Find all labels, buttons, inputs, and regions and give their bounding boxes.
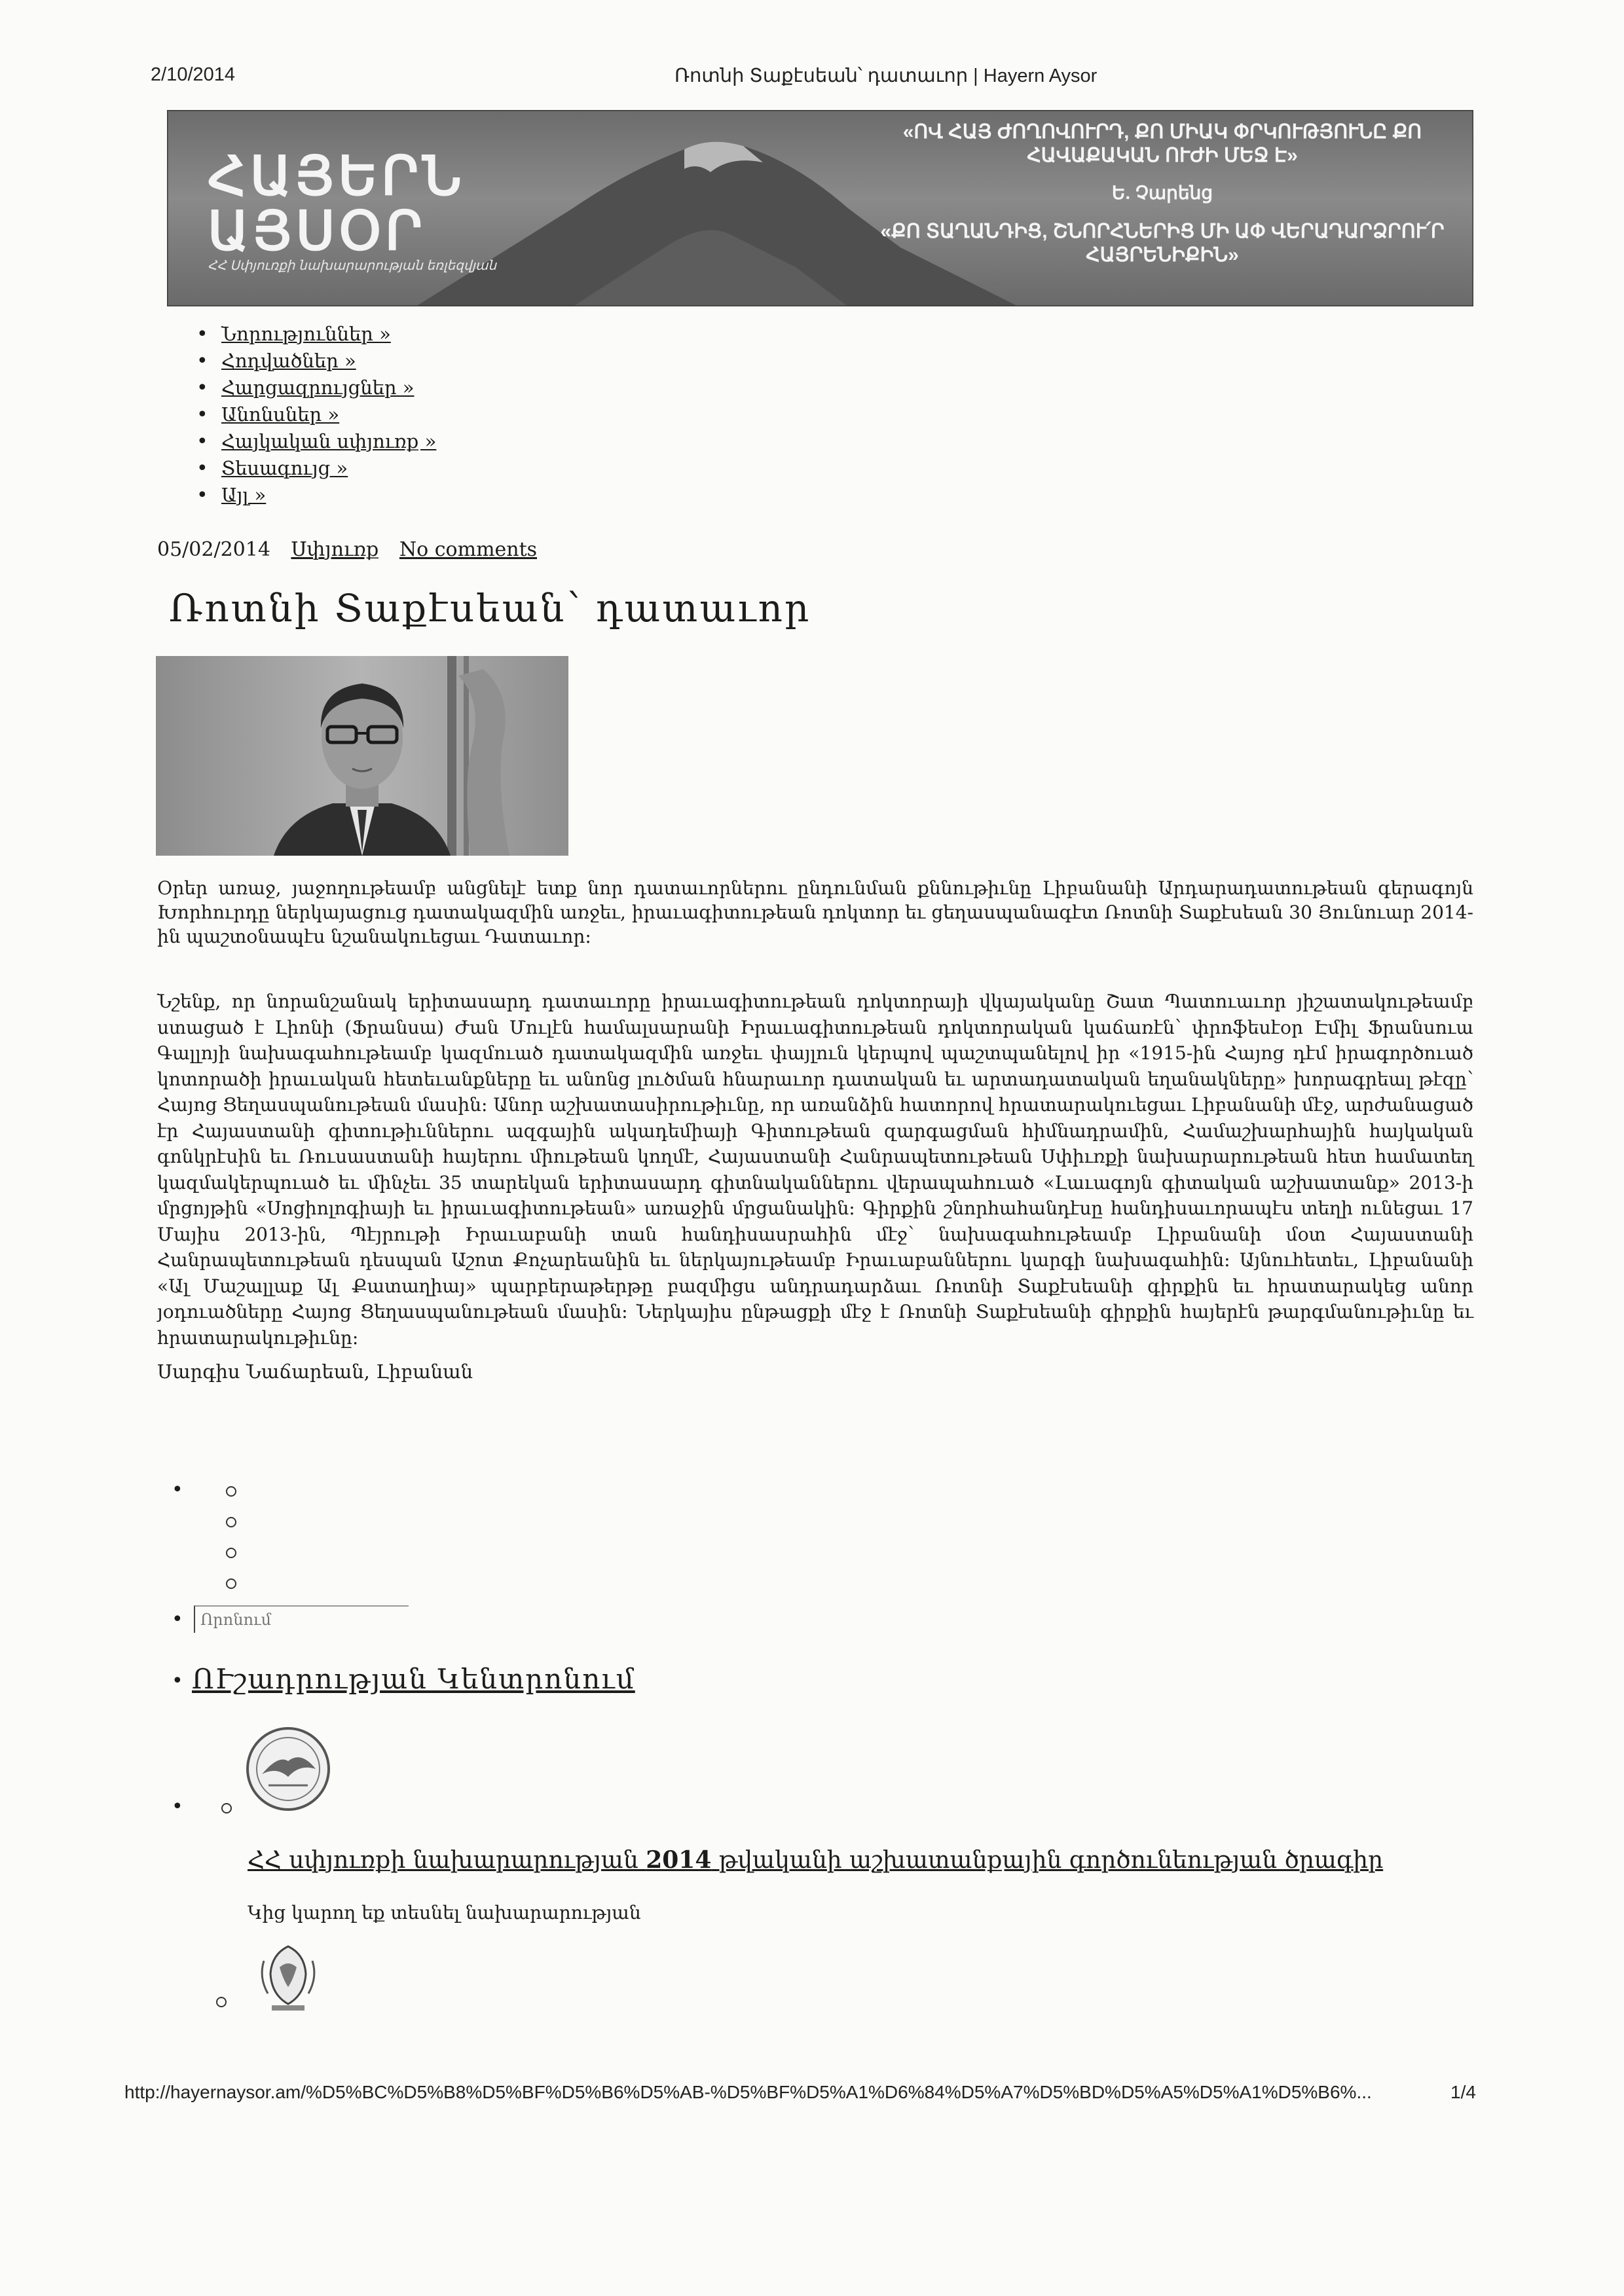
print-date: 2/10/2014	[151, 64, 236, 85]
share-item[interactable]	[226, 1517, 236, 1527]
post-title: Ռոտնի Տաքէսեան՝ դատաւոր	[169, 586, 811, 630]
coat-of-arms-icon[interactable]	[252, 1941, 324, 2013]
nav-item-news[interactable]	[196, 321, 436, 348]
banner-quote-1-author: Ե. Չարենց	[1111, 183, 1213, 203]
nav-item-announcements[interactable]	[196, 401, 436, 428]
featured-section-link[interactable]: ՈՒշադրության Կենտրոնում	[192, 1663, 635, 1695]
list-bullet: •	[172, 1478, 183, 1501]
ministry-link-text: ՀՀ սփյուռքի նախարարության	[248, 1847, 646, 1874]
nav-item-video[interactable]	[196, 455, 436, 482]
article-author: Սարգիս Նաճարեան, Լիբանան	[157, 1360, 473, 1383]
ministry-emblem-icon[interactable]	[242, 1723, 334, 1815]
nav-item-interviews[interactable]	[196, 374, 436, 401]
nav-link[interactable]: Հոդվածներ »	[221, 350, 356, 372]
ministry-link-text-end: թվականի աշխատանքային գործունեության ծրագիր	[711, 1847, 1384, 1874]
article-paragraph-1: Օրեր առաջ, յաջողութեամբ անցնելէ ետք նոր դատաւորներու ընդունման քննութիւնը Լիբանանի Արդարադատութեան գերագոյն Խորհուրդը ներկայացուց դատակազմին առջեւ, իրաւագիտութեան դոկտոր եւ ցեղասպանագէտ Ռոտնի Տաքէսեան 30 Յունուար 2014-ին պաշտօնապէս նշանակուեցաւ Դատաւոր:	[157, 877, 1473, 947]
list-bullet: •	[172, 1608, 183, 1631]
list-circle	[216, 1997, 227, 2007]
logo-line2: ԱՅՍՕՐ	[208, 202, 426, 261]
share-item[interactable]	[226, 1486, 236, 1497]
banner-quote-1: «ՈՎ ՀԱՅ ԺՈՂՈՎՈՒՐԴ, ՔՈ ՄԻԱԿ ՓՐԿՈՒԹՅՈՒՆԸ ՔՈ ՀԱՎԱՔԱԿԱՆ ՈՒԺԻ ՄԵՋ Է»	[902, 121, 1422, 166]
nav-link[interactable]: Նորություններ »	[221, 323, 391, 345]
banner-quote-2: «ՔՈ ՏԱՂԱՆԴԻՑ, ՇՆՈՐՀՆԵՐԻՑ ՄԻ ԱՓ ՎԵՐԱԴԱՐՁՐՈՒ՛Ր ՀԱՅՐԵՆԻՔԻՆ»	[880, 221, 1445, 266]
nav-link[interactable]: Տեսագույց »	[221, 457, 348, 479]
search-input[interactable]	[194, 1605, 409, 1633]
logo-subtitle: ՀՀ Սփյուռքի նախարարության եռլեզվյան	[208, 259, 497, 273]
ministry-link-year: 2014	[646, 1846, 712, 1874]
print-page-number: 1/4	[1450, 2082, 1476, 2102]
site-banner[interactable]	[167, 110, 1473, 306]
ministry-program-link[interactable]	[248, 1846, 1383, 1874]
post-meta	[157, 538, 551, 561]
share-item[interactable]	[226, 1578, 236, 1589]
print-title: Ռոտնի Տաքէսեան՝ դատաւոր | Hayern Aysor	[674, 65, 1098, 86]
ministry-note: Կից կարող եք տեսնել նախարարության	[248, 1902, 641, 1923]
post-photo	[156, 656, 568, 856]
share-item[interactable]	[226, 1548, 236, 1558]
list-bullet: •	[172, 1795, 183, 1818]
list-bullet: •	[172, 1669, 183, 1692]
portrait-illustration	[156, 656, 568, 856]
post-category-link[interactable]: Սփյուռք	[291, 538, 379, 561]
logo-line1: ՀԱՅԵՐՆ	[208, 147, 466, 206]
article-paragraph-2: Նշենք, որ նորանշանակ երիտասարդ դատաւորը իրաւագիտութեան դոկտորայի վկայականը Շատ Պատուաւոր յիշատակութեամբ ստացած է Լիոնի (Ֆրանսա) Ժան Մուլէն համալսարանի Իրաւագիտութեան դոկտորական կաճառէն՝ փրոֆեսէօր Էմիլ Ֆրանսուա Գալլոյի նախագահութեամբ կազմուած դատակազմին առջեւ փայլուն կերպով պաշտպանելով իր «1915-ին Հայոց դէմ իրագործուած կոտորածի իրաւական հետեւանքները եւ անոնց լուծման հնարաւոր դատական եւ արտադատական եղանակները» խորագրեալ թէզը՝ Հայոց Ցեղասպանութեան մասին: Անոր աշխատասիրութիւնը, որ առանձին հատորով հրատարակուեցաւ Լիբանանի մէջ, արժանացած էր Հայաստանի գիտութիւններու ազգային ակադեմիայի Գիտութեան զարգացման հիմնադրամին, Համաշխարհային հայկական գոնկրէսին եւ Ռուսաստանի հայերու միութեան կողմէ, Հայաստանի Հանրապետութեան Սփիւռքի նախարարութեան հետ համատեղ կազմակերպուած եւ մինչեւ 35 տարեկան երիտասարդ գիտնականներու վերապահուած «Լաւագոյն գիտական աշխատանք» 2013-ի մրցոյթին «Սոցիոլոգիայի եւ իրաւագիտութեան» առաջին մրցանակին: Գիրքին շնորհահանդէսը հանդիսաւորապէս տեղի ունեցաւ 17 Մայիս 2013-ին, Պէյրութի Իրաւաբանի տան հանդիսասրահին մէջ՝ նախագահութեամբ Լիբանանի մօտ Հայաստանի Հանրապետութեան դեսպան Աշոտ Քոչարեանին եւ ներկայութեամբ Իրաւաբաններու կարգի նախագահին: Այնուհետեւ, Լիբանանի «Ալ Մաշալլաք Ալ Քատաղիայ» պարբերաթերթը բազմիցս անդրադարձաւ Ռոտնի Տաքէսեանի գիրքին եւ հրատարակեց անոր յօդուածները Հայոց Ցեղասպանութեան մասին: Ներկայիս ընթացքի մէջ է Ռոտնի Տաքէսեանի գիրքին հայերէն թարգմանութիւնը եւ հրատարակութիւնը:	[157, 991, 1473, 1349]
post-comments-link[interactable]: No comments	[399, 538, 538, 561]
nav-link[interactable]: Այլ »	[221, 484, 267, 506]
nav-item-articles[interactable]	[196, 348, 436, 374]
nav-link[interactable]: Անոնսներ »	[221, 403, 340, 426]
print-url: http://hayernaysor.am/%D5%BC%D5%B8%D5%BF%D5%B6%D5%AB-%D5%BF%D5%A1%D6%84%D5%A7%D5%BD%D5%A5%D5%A1%D5%B6%...	[124, 2082, 1372, 2102]
post-date: 05/02/2014	[157, 538, 270, 561]
nav-item-diaspora[interactable]	[196, 428, 436, 455]
site-logo[interactable]	[208, 149, 483, 259]
main-nav	[196, 321, 436, 509]
nav-item-other[interactable]	[196, 482, 436, 509]
nav-link[interactable]: Հայկական սփյուռք »	[221, 430, 437, 452]
nav-link[interactable]: Հարցազրույցներ »	[221, 376, 415, 399]
list-circle	[221, 1803, 232, 1813]
